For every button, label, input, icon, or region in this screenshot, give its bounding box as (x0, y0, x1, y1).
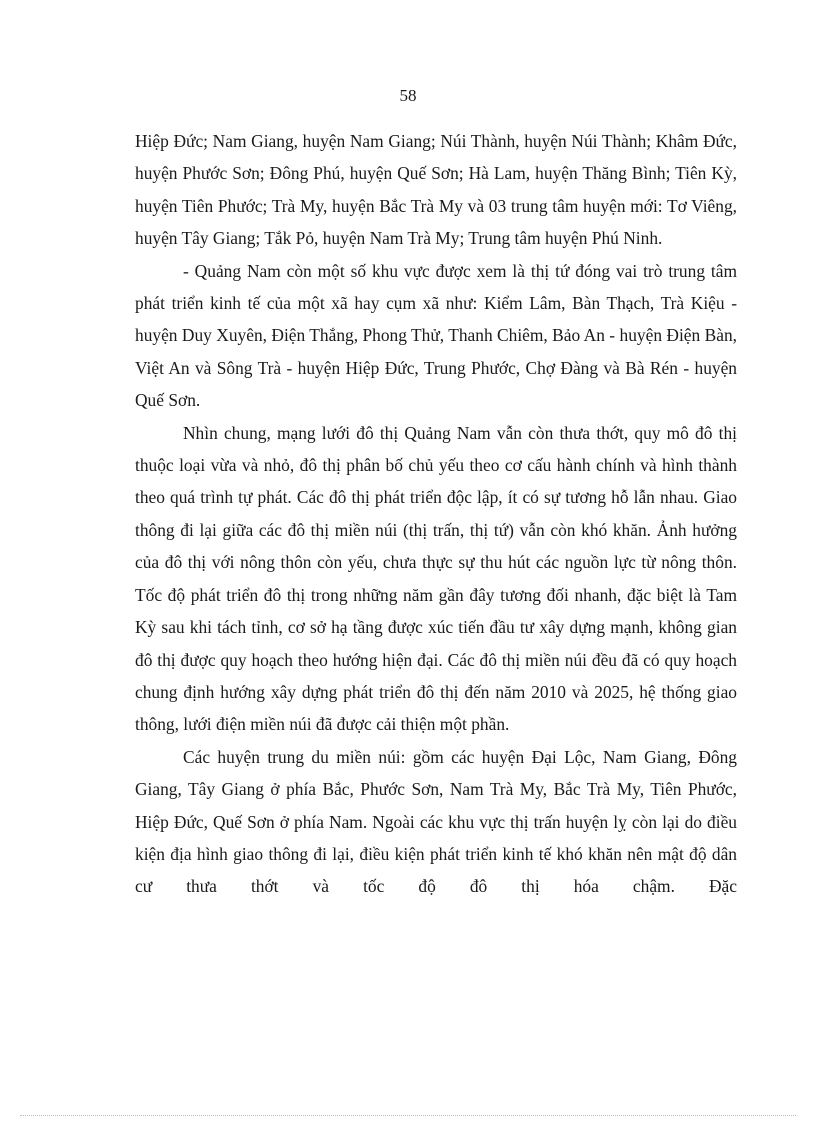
paragraph-3: Nhìn chung, mạng lưới đô thị Quảng Nam vẫn còn thưa thớt, quy mô đô thị thuộc loại vừa và nhỏ, đô thị phân bố chủ yếu theo cơ cấu hành chính và hình thành theo quá trình tự phát. Các đô thị phát triển độc lập, ít có sự tương hỗ lẫn nhau. Giao thông đi lại giữa các đô thị miền núi (thị trấn, thị tứ) vẫn còn khó khăn. Ảnh hưởng của đô thị với nông thôn còn yếu, chưa thực sự thu hút các nguồn lực từ nông thôn. Tốc độ phát triển đô thị trong những năm gần đây tương đối nhanh, đặc biệt là Tam Kỳ sau khi tách tỉnh, cơ sở hạ tầng được xúc tiến đầu tư xây dựng mạnh, không gian đô thị được quy hoạch theo hướng hiện đại. Các đô thị miền núi đều đã có quy hoạch chung định hướng xây dựng phát triển đô thị đến năm 2010 và 2025, hệ thống giao thông, lưới điện miền núi đã được cải thiện một phần. (135, 422, 737, 735)
page-number: 58 (399, 86, 417, 105)
page-bottom-border (20, 1115, 796, 1116)
document-body (135, 125, 737, 903)
paragraph-1: Hiệp Đức; Nam Giang, huyện Nam Giang; Núi Thành, huyện Núi Thành; Khâm Đức, huyện Phước Sơn; Đông Phú, huyện Quế Sơn; Hà Lam, huyện Thăng Bình; Tiên Kỳ, huyện Tiên Phước; Trà My, huyện Bắc Trà My và 03 trung tâm huyện mới: Tơ Viêng, huyện Tây Giang; Tắk Pỏ, huyện Nam Trà My; Trung tâm huyện Phú Ninh. (135, 131, 737, 249)
paragraph-4: Các huyện trung du miền núi: gồm các huyện Đại Lộc, Nam Giang, Đông Giang, Tây Giang ở phía Bắc, Phước Sơn, Nam Trà My, Bắc Trà My, Tiên Phước, Hiệp Đức, Quế Sơn ở phía Nam. Ngoài các khu vực thị trấn huyện lỵ còn lại do điều kiện địa hình giao thông đi lại, điều kiện phát triển kinh tế khó khăn nên mật độ dân cư thưa thớt và tốc độ đô thị hóa chậm. Đặc (135, 746, 737, 897)
paragraph-2: - Quảng Nam còn một số khu vực được xem là thị tứ đóng vai trò trung tâm phát triển kinh tế của một xã hay cụm xã như: Kiểm Lâm, Bàn Thạch, Trà Kiệu - huyện Duy Xuyên, Điện Thắng, Phong Thử, Thanh Chiêm, Bảo An - huyện Điện Bàn, Việt An và Sông Trà - huyện Hiệp Đức, Trung Phước, Chợ Đàng và Bà Rén - huyện Quế Sơn. (135, 260, 737, 411)
